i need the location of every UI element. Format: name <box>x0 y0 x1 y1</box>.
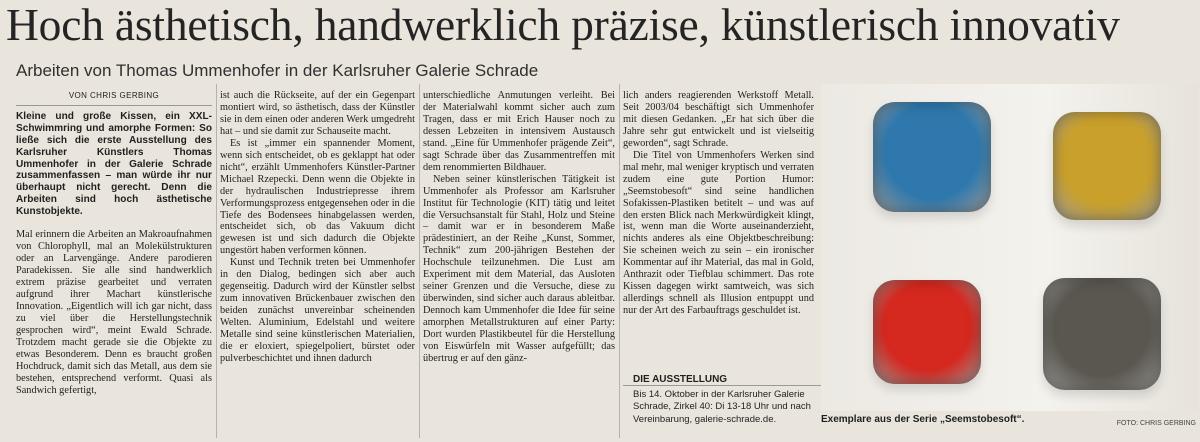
column-divider <box>216 84 217 438</box>
lead-paragraph: Kleine und große Kissen, ein XXL-Schwimmring und amorphe Formen: So ließe sich die erste Ausstellung des Karlsruher Künstlers Thomas Ummenhofer in der Galerie Schrade zusammenfassen – man würde ihr nur überhaupt nicht gerecht. Denn die Arbeiten sind hoch ästhetische Kunstobjekte. <box>16 110 212 218</box>
body-paragraph: Mal erinnern die Arbeiten an Makroaufnahmen von Chlorophyll, mal an Molekülstrukturen oder an Larvengänge. Andere parodieren Paradekissen. Sie alle sind handwerklich extrem präzise gearbeitet und verraten aufgrund ihrer Machart künstlerische Innovation. „Eigentlich will ich gar nicht, dass zu viel über die Herstellungstechnik gesprochen wird“, meint Ewald Schrade. Trotzdem macht gerade sie die Objekte zu etwas Besonderem. Denn es braucht großen Hochdruck, damit sich das Metall, aus dem sie bestehen, entsprechend verformt. Quasi als Sandwich gefertigt, <box>16 229 212 396</box>
body-paragraph: Es ist „immer ein spannender Moment, wenn sich entscheidet, ob es geklappt hat oder nicht“, erzählt Ummenhofers Künstler-Partner Michael Rzepecki. Denn wenn die Objekte in der hydraulischen Industriepresse ihrem Verformungsprozess entgegensehen oder in die Tiefe des Bodensees hinabgelassen werden, entscheidet sich, ob das Vakuum dicht gewesen ist und sich dadurch die Objekte ungestört haben verformen können. <box>220 137 415 257</box>
column-divider <box>619 84 620 438</box>
blue-pillow <box>873 102 991 212</box>
gold-pillow <box>1053 112 1161 220</box>
infobox-text: Bis 14. Oktober in der Karlsruher Galerie Schrade, Zirkel 40: Di 13-18 Uhr und nach Vereinbarung, galerie-schrade.de. <box>633 389 811 425</box>
artwork-photo <box>821 84 1197 411</box>
column-4 <box>623 90 814 372</box>
photo-credit: FOTO: CHRIS GERBING <box>1116 420 1196 427</box>
infobox-title: DIE AUSSTELLUNG <box>623 374 824 386</box>
column-3 <box>423 90 615 440</box>
subheadline: Arbeiten von Thomas Ummenhofer in der Karlsruher Galerie Schrade <box>16 61 539 80</box>
column-divider <box>419 84 420 438</box>
body-paragraph: Neben seiner künstlerischen Tätigkeit ist Ummenhofer als Professor am Karlsruher Institut für Technologie (KIT) tätig und leitet die Versuchsanstalt für Stahl, Holz und Steine – damit war er in besonderem Maße prädestiniert, an der Reihe „Kunst, Sommer, Technik“ zum 200-jährigen Bestehen der Hochschule teilzunehmen. Die Lust am Experiment mit dem Material, das Ausloten seiner Grenzen und die Versuche, diese zu überwinden, sind sicher auch daraus ableitbar. Dennoch kam Ummenhofer die Idee für seine amorphen Metallstrukturen auf einer Party: Dort wurden Plastikbeutel für die Herstellung von Eiswürfeln mit Wasser aufgefüllt; das übertrug er auf den gänz- <box>423 173 615 364</box>
body-paragraph: Kunst und Technik treten bei Ummenhofer in den Dialog, bedingen sich aber auch gegenseitig. Dadurch wird der Künstler selbst zum innovativen Brückenbauer zwischen den beiden zunächst unvereinbar scheinenden Welten. Aluminium, Edelstahl und weitere Metalle sind seine künstlerischen Materialien, die er eloxiert, spiegelpoliert, bürstet oder pulverbeschichtet und ihnen dadurch <box>220 257 415 364</box>
byline: VON CHRIS GERBING <box>16 90 212 106</box>
anthracite-pillow <box>1043 278 1161 390</box>
red-pillow <box>873 280 981 384</box>
body-paragraph: lich anders reagierenden Werkstoff Metall. Seit 2003/04 beschäftigt sich Ummenhofer mit diesen Gedanken. „Er hat sich über die Jahre sehr gut entwickelt und ist vielseitig geworden“, sagt Schrade. <box>623 90 814 149</box>
column-1 <box>16 90 212 440</box>
body-paragraph: ist auch die Rückseite, auf der ein Gegenpart montiert wird, so ästhetisch, dass der Künstler sie in dem einen oder anderen Werk umgedreht hat – und sie damit zur Schauseite macht. <box>220 90 415 137</box>
body-paragraph: unterschiedliche Anmutungen verleiht. Bei der Materialwahl kommt sicher auch zum Tragen, dass er mit Erich Hauser noch zu dessen Lebzeiten in intensivem Austausch stand. „Eine für Ummenhofer prägende Zeit“, sagt Schrade über das Zusammentreffen mit dem renommierten Bildhauer. <box>423 90 615 173</box>
headline: Hoch ästhetisch, handwerklich präzise, künstlerisch innovativ <box>6 0 1120 50</box>
body-paragraph: Die Titel von Ummenhofers Werken sind mal mehr, mal weniger kryptisch und verraten zudem eine gute Portion Humor: „Seemstobesoft“ sind seine handlichen Sofakissen-Plastiken betitelt – und was auf den ersten Blick nach Merkwürdigkeit klingt, ist, wenn man die Worte auseinanderzieht, nichts anderes als eine Objektbeschreibung: Sie scheinen weich zu sein – ein ironischer Kommentar auf ihr Material, das mal in Gold, Anthrazit oder Tiefblau schimmert. Das rote Kissen dagegen wirkt samtweich, was sich allerdings schnell als Illusion entpuppt und nur der Art des Farbauftrags geschuldet ist. <box>623 149 814 317</box>
column-2 <box>220 90 415 440</box>
photo-caption: Exemplare aus der Serie „Seemstobesoft“. <box>821 414 1025 425</box>
